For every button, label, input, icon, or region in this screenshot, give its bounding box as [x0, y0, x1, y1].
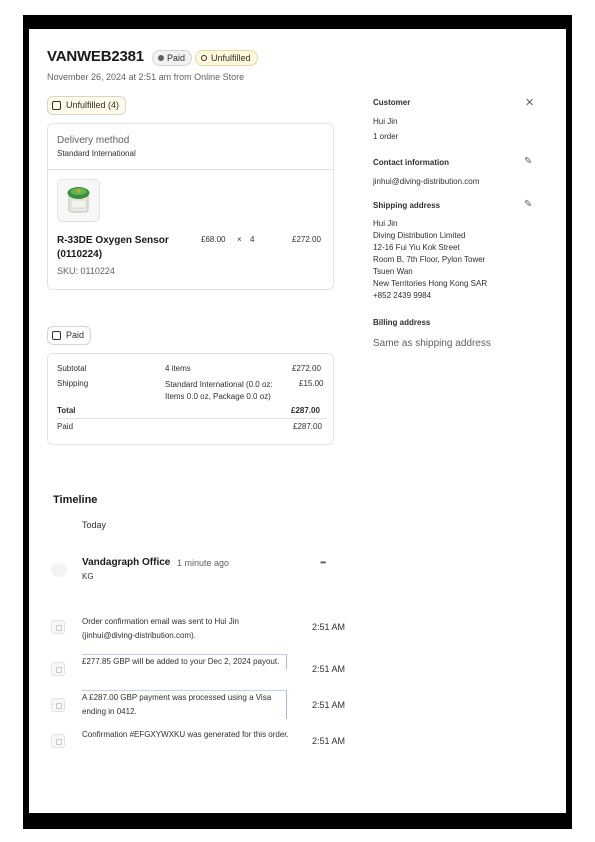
product-sku: SKU: 0110224 [57, 266, 115, 276]
times-sign: × [237, 235, 242, 244]
timeline-heading: Timeline [53, 494, 98, 506]
timeline-event-icon [51, 662, 65, 676]
unfulfilled-chip-label: Unfulfilled (4) [66, 100, 120, 110]
shipping-line: +852 2439 9984 [373, 291, 432, 300]
comment-avatar [51, 563, 67, 577]
timeline-event-icon [51, 620, 65, 634]
shipping-line: Diving Distribution Limited [373, 231, 466, 240]
timeline-event-text: Order confirmation email was sent to Hui Jin (jinhui@diving-distribution.com). [82, 617, 239, 640]
edit-contact-pencil-icon[interactable]: ✎ [524, 156, 533, 167]
edit-shipping-pencil-icon[interactable]: ✎ [524, 199, 533, 210]
timeline-event-text: £277.85 GBP will be added to your Dec 2, 2024 payout. [82, 654, 287, 669]
subtotal-amount: £272.00 [292, 364, 321, 373]
comment-time: 1 minute ago [177, 558, 230, 568]
shipping-line: Hui Jin [373, 219, 398, 228]
package-icon [52, 101, 61, 110]
product-name-link[interactable]: R-33DE Oxygen Sensor (0110224) [57, 235, 169, 260]
timeline-event-icon [51, 698, 65, 712]
payment-status-badge [152, 50, 192, 66]
billing-address-value: Same as shipping address [373, 338, 491, 349]
paid-chip-label: Paid [66, 330, 85, 340]
subtotal-label: Subtotal [57, 364, 87, 373]
receipt-check-icon [52, 331, 61, 340]
product-thumbnail[interactable] [57, 179, 100, 222]
shipping-line: Tsuen Wan [373, 267, 413, 276]
comment-initials: KG [82, 572, 94, 581]
status-ring-icon [201, 55, 207, 61]
customer-email-link[interactable]: jinhui@diving-distribution.com [373, 177, 480, 186]
order-subtitle: November 26, 2024 at 2:51 am from Online Store [47, 72, 245, 82]
order-title: VANWEB2381 [47, 48, 144, 65]
unfulfilled-chip[interactable] [47, 96, 126, 115]
total-amount: £287.00 [291, 406, 320, 415]
fulfillment-card [47, 123, 334, 290]
paid-amount: £287.00 [293, 422, 322, 431]
shipping-label: Shipping [57, 379, 89, 388]
timeline-event-time: 2:51 AM [312, 700, 346, 710]
oxygen-sensor-image [58, 180, 99, 221]
timeline-event-text: Confirmation #EFGXYWXKU was generated for this order. [82, 730, 289, 739]
shipping-line: New Territories Hong Kong SAR [373, 279, 488, 288]
shipping-line: 12-16 Fui Yiu Kok Street [373, 243, 460, 252]
customer-heading: Customer [373, 98, 411, 107]
customer-name-link[interactable]: Hui Jin [373, 117, 398, 126]
product-unit-price: £68.00 [201, 235, 226, 244]
delivery-method-value: Standard International [57, 149, 136, 158]
shipping-detail: Standard International (0.0 oz: Items 0.0 oz, Package 0.0 oz) [165, 380, 273, 401]
close-icon[interactable]: ✕ [525, 97, 535, 109]
product-line-total: £272.00 [292, 235, 321, 244]
timeline-event-time: 2:51 AM [312, 622, 346, 632]
customer-order-count[interactable]: 1 order [373, 132, 399, 141]
shipping-address-block [373, 218, 487, 302]
timeline-event-time: 2:51 AM [312, 736, 346, 746]
more-actions-icon[interactable]: ••• [320, 558, 326, 567]
comment-author: Vandagraph Office [82, 557, 171, 568]
paid-divider [56, 418, 327, 419]
billing-address-heading: Billing address [373, 318, 431, 327]
product-quantity: 4 [250, 235, 255, 244]
paid-chip[interactable] [47, 326, 91, 345]
payment-status-label: Paid [167, 53, 186, 63]
delivery-method-heading: Delivery method [57, 135, 130, 146]
card-divider [48, 169, 333, 170]
status-dot-icon [158, 55, 164, 61]
shipping-amount: £15.00 [299, 379, 324, 388]
fulfillment-status-badge [195, 50, 258, 66]
fulfillment-status-label: Unfulfilled [211, 53, 251, 63]
timeline-event-icon [51, 734, 65, 748]
total-label: Total [57, 406, 76, 415]
timeline-day-label: Today [82, 520, 107, 530]
subtotal-detail: 4 items [165, 364, 191, 373]
timeline-event-text: A £287.00 GBP payment was processed using a Visa ending in 0412. [82, 690, 287, 719]
shipping-address-heading: Shipping address [373, 201, 441, 210]
timeline-event-time: 2:51 AM [312, 664, 346, 674]
shipping-line: Room B, 7th Floor, Pylon Tower [373, 255, 486, 264]
paid-label: Paid [57, 422, 74, 431]
contact-heading: Contact information [373, 158, 449, 167]
payment-card [47, 353, 334, 445]
